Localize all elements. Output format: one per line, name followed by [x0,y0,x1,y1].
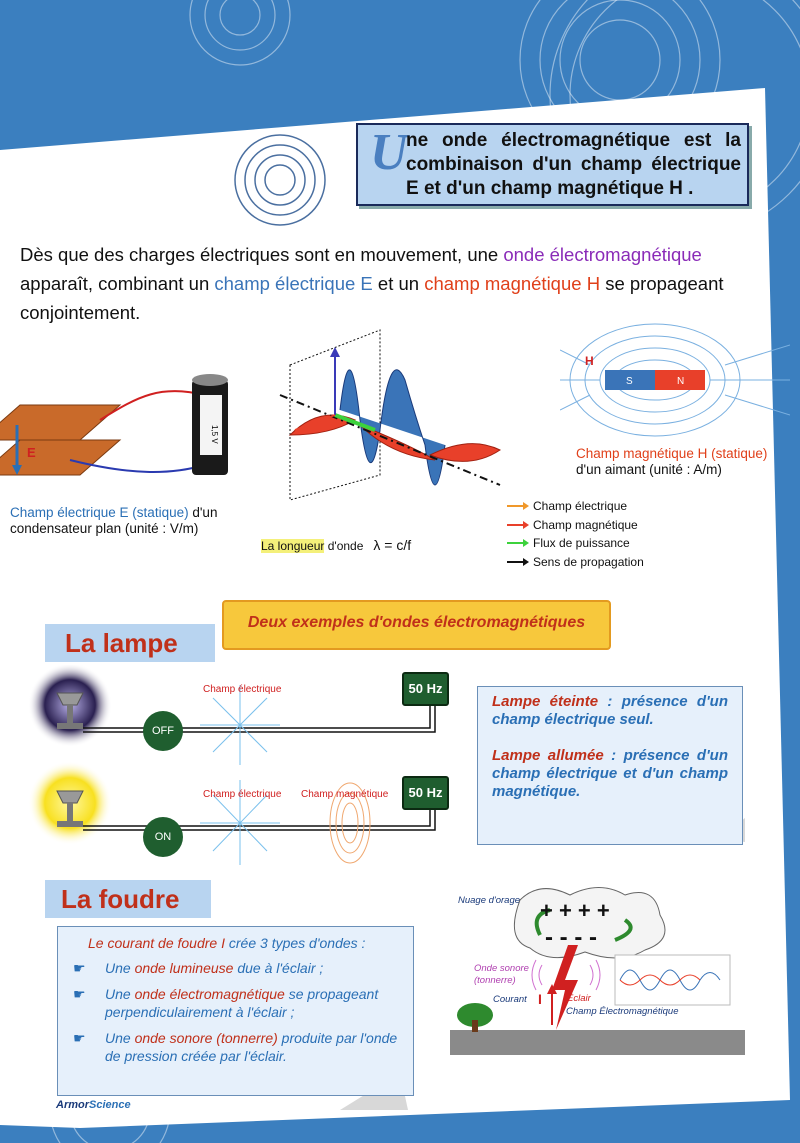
logo-part-2: Science [89,1099,131,1111]
legend-label: Champ électrique [533,499,628,513]
lamp-heading: La lampe [45,624,215,662]
intro-text-4: se propageant conjointement. [20,273,724,323]
note-off-title: Lampe éteinte [492,693,599,710]
intro-e-field: champ électrique E [214,273,373,294]
lamp-field-label-1: Champ électrique [203,684,282,695]
lightning-intro [88,935,365,951]
battery-label: 1,5 V [210,425,219,444]
magnet-diagram [560,320,790,440]
wavelength-formula: λ = c/f [373,537,412,553]
title-initial: U [370,124,408,181]
lightning-heading: La foudre [45,880,211,918]
logo-part-1: Armor [56,1099,90,1111]
lamp-note [477,686,743,845]
pointing-hand-icon: ☛ [73,986,86,1002]
lightning-label: Éclair [567,993,591,1004]
intro-text-2: apparaît, combinant un [20,273,215,294]
thunder-label: (tonnerre) [474,975,516,986]
title-text: ne onde électromagnétique est la combinaison d'un champ électrique E et d'un champ magnétique H . [406,130,741,199]
magnet-caption-1: Champ magnétique H (statique) [576,446,768,461]
capacitor-caption-3: condensateur plan (unité : V/m) [10,521,199,536]
em-field-label: Champ Électromagnétique [566,1006,679,1017]
list-item [73,959,403,977]
sound-wave-label: Onde sonore [474,963,529,974]
wavelength-caption [261,537,411,553]
legend-item [505,553,644,572]
bullet-post: due à l'éclair ; [233,960,324,976]
bullet-pre: Une [105,960,135,976]
magnet-pole-s: S [626,376,633,387]
note-off-text: : présence d'un champ électrique seul. [492,693,728,728]
switch-off: OFF [143,711,183,751]
bullet-post: se propageant perpendiculairement à l'éclair ; [105,986,379,1020]
title-box [356,123,749,206]
bullet-post: produite par l'onde de pression créée par l'éclair. [105,1030,398,1064]
lightning-intro-2: crée 3 types d'ondes : [225,935,366,951]
frequency-badge-1: 50 Hz [402,672,449,706]
storm-cloud-label: Nuage d'orage [458,895,521,906]
capacitor-caption [10,505,240,537]
wavelength-highlight: La longueur [261,539,325,553]
bullet-key: onde lumineuse [134,960,234,976]
legend-label: Champ magnétique [533,517,638,532]
list-item [73,985,403,1021]
armorscience-logo [56,1099,131,1111]
note-on-title: Lampe allumée [492,747,604,764]
cloud-plus-charges: + + + + [540,898,610,923]
h-vector-label: H [585,354,594,368]
bullet-key: onde électromagnétique [134,986,285,1002]
current-symbol: I [538,991,542,1007]
magnet-caption-2: d'un aimant (unité : A/m) [576,462,722,477]
switch-on: ON [143,817,183,857]
wave-legend [505,497,644,571]
lightning-box [57,926,414,1096]
intro-wave: onde électromagnétique [503,244,702,265]
bullet-pre: Une [105,986,135,1002]
em-wave-diagram [260,325,510,535]
examples-title: Deux exemples d'ondes électromagnétiques [247,614,586,631]
capacitor-caption-2: d'un [188,505,218,520]
intro-paragraph [20,240,740,327]
cloud-minus-charges: - - - - [545,924,597,951]
lamp-note-text [492,693,728,801]
legend-item [505,534,644,553]
intro-text-3: et un [372,273,425,294]
lightning-bullets [73,959,403,1073]
current-label: Courant [493,994,527,1005]
legend-label: Sens de propagation [533,554,644,569]
lightning-intro-1: Le courant de foudre I [88,935,225,951]
magnet-caption [576,446,786,478]
pointing-hand-icon: ☛ [73,960,86,976]
capacitor-diagram [0,365,240,495]
legend-label: Flux de puissance [533,536,630,550]
intro-text-1: Dès que des charges électriques sont en mouvement, une [20,244,504,265]
lamp-field-label-2: Champ électrique [203,789,282,800]
examples-banner [222,600,611,650]
lamp-field-label-3: Champ magnétique [301,789,389,800]
magnet-pole-n: N [677,376,685,387]
capacitor-caption-1: Champ électrique E (statique) [10,505,189,520]
legend-item [505,497,644,516]
legend-item [505,516,644,535]
frequency-badge-2: 50 Hz [402,776,449,810]
intro-h-field: champ magnétique H [424,273,601,294]
e-vector-label: E [27,445,36,460]
wavelength-rest: d'onde [324,539,364,553]
bullet-key: onde sonore (tonnerre) [134,1030,278,1046]
lamp-diagram [25,665,455,865]
pointing-hand-icon: ☛ [73,1030,86,1046]
bullet-pre: Une [105,1030,135,1046]
note-on-text: : présence d'un champ électrique et d'un champ magnétique. [492,747,728,800]
list-item [73,1029,403,1065]
